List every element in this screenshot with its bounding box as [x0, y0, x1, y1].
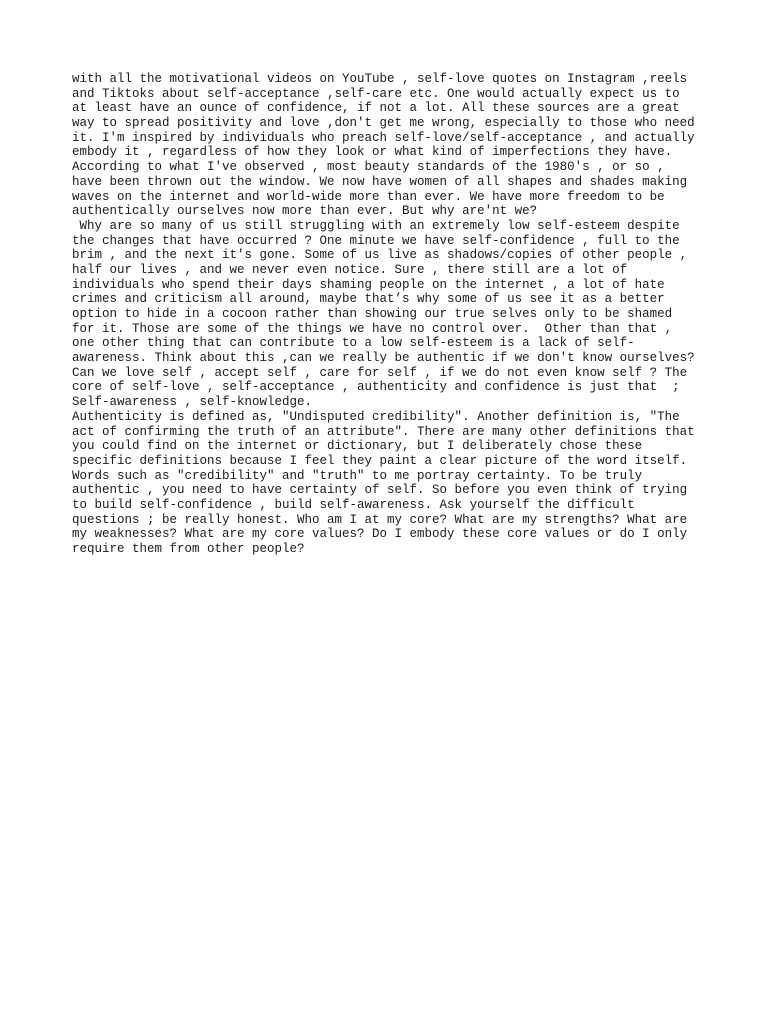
text-line: embody it , regardless of how they look or what kind of imperfections they have.	[72, 145, 673, 160]
text-line: it. I'm inspired by individuals who preach self-love/self-acceptance , and actually	[72, 130, 695, 145]
text-line: individuals who spend their days shaming people on the internet , a lot of hate	[72, 277, 665, 292]
text-line: core of self-love , self-acceptance , authenticity and confidence is just that ;	[72, 380, 680, 395]
text-line: the changes that have occurred ? One minute we have self-confidence , full to the	[72, 233, 680, 248]
text-line: brim , and the next it's gone. Some of us live as shadows/copies of other people ,	[72, 248, 688, 263]
text-line: awareness. Think about this ,can we really be authentic if we don't know ourselves?	[72, 351, 695, 366]
text-line: with all the motivational videos on YouTube , self-love quotes on Instagram ,reels	[72, 72, 688, 86]
text-line: Authenticity is defined as, "Undisputed credibility". Another definition is, "The	[72, 409, 680, 424]
text-line: According to what I've observed , most beauty standards of the 1980's , or so ,	[72, 160, 665, 175]
text-line: you could find on the internet or dictionary, but I deliberately chose these	[72, 439, 643, 454]
text-line: specific definitions because I feel they paint a clear picture of the word itself.	[72, 453, 688, 468]
text-line: my weaknesses? What are my core values? Do I embody these core values or do I only	[72, 527, 688, 542]
text-line: for it. Those are some of the things we have no control over. Other than that ,	[72, 321, 673, 336]
text-line: and Tiktoks about self-acceptance ,self-care etc. One would actually expect us to	[72, 86, 680, 101]
text-line: one other thing that can contribute to a low self-esteem is a lack of self-	[72, 336, 635, 351]
text-line: crimes and criticism all around, maybe that’s why some of us see it as a better	[72, 292, 665, 307]
text-line: have been thrown out the window. We now have women of all shapes and shades making	[72, 174, 688, 189]
text-line: Why are so many of us still struggling with an extremely low self-esteem despite	[72, 218, 680, 233]
text-line: option to hide in a cocoon rather than showing our true selves only to be shamed	[72, 307, 673, 321]
text-line: Words such as "credibility" and "truth" to me portray certainty. To be truly	[72, 468, 643, 483]
text-line: at least have an ounce of confidence, if not a lot. All these sources are a great	[72, 101, 680, 116]
text-line: to build self-confidence , build self-awareness. Ask yourself the difficult	[72, 497, 635, 512]
text-line: questions ; be really honest. Who am I at my core? What are my strengths? What are	[72, 512, 688, 527]
text-line: require them from other people?	[72, 542, 305, 556]
body-text	[72, 72, 712, 557]
text-line: act of confirming the truth of an attribute". There are many other definitions that	[72, 424, 695, 439]
text-line: waves on the internet and world-wide more than ever. We have more freedom to be	[72, 189, 665, 204]
text-line: authentically ourselves now more than ever. But why are'nt we?	[72, 204, 538, 219]
text-line: authentic , you need to have certainty of self. So before you even think of trying	[72, 483, 688, 498]
text-line: Self-awareness , self-knowledge.	[72, 395, 313, 410]
text-line: half our lives , and we never even notice. Sure , there still are a lot of	[72, 262, 628, 277]
text-line: way to spread positivity and love ,don't get me wrong, especially to those who need	[72, 116, 695, 131]
text-line: Can we love self , accept self , care for self , if we do not even know self ? The	[72, 365, 688, 380]
